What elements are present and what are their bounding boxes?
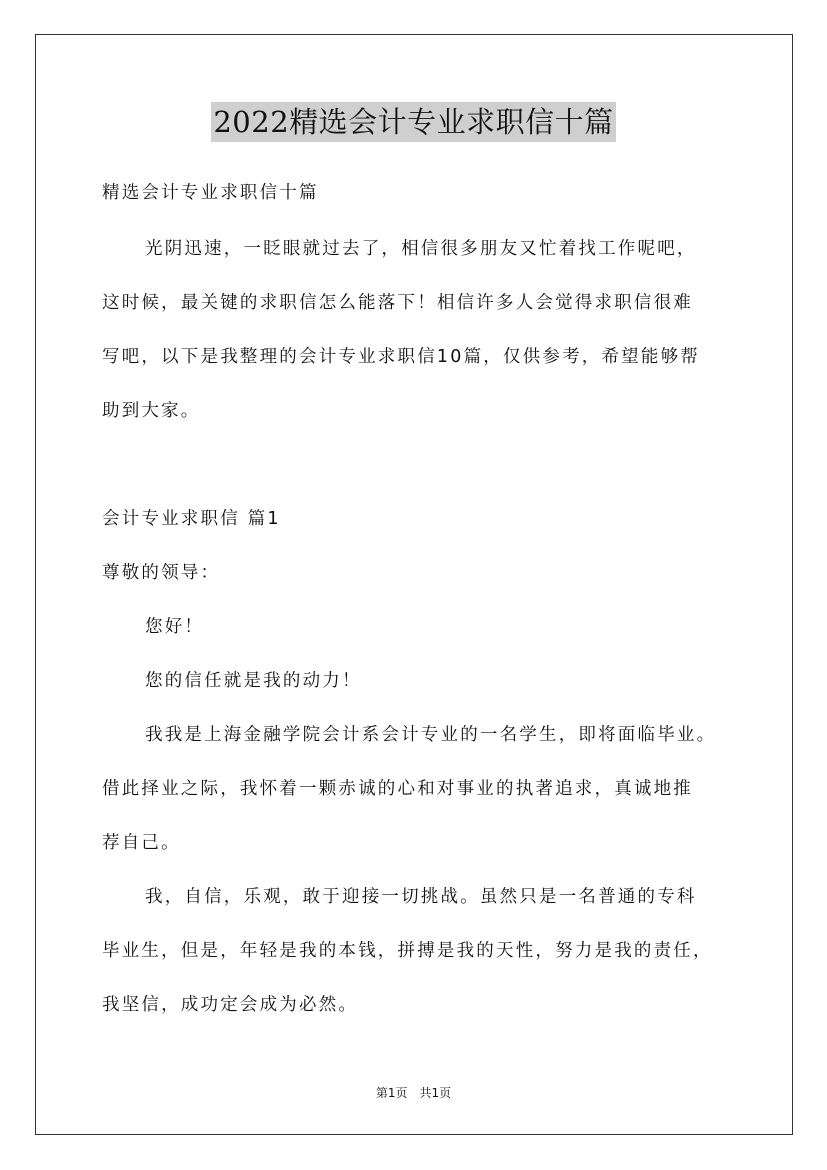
page-footer: 第1页 共1页	[375, 1086, 452, 1100]
para2-line-1: 我，自信，乐观，敢于迎接一切挑战。虽然只是一名普通的专科	[145, 887, 697, 907]
intro-line-3: 写吧，以下是我整理的会计专业求职信10篇，仅供参考，希望能够帮	[102, 347, 700, 367]
intro-line-1: 光阴迅速，一眨眼就过去了，相信很多朋友又忙着找工作呢吧，	[145, 239, 697, 259]
title-container	[0, 102, 827, 142]
document-subtitle: 精选会计专业求职信十篇	[102, 183, 319, 203]
intro-line-4: 助到大家。	[102, 401, 201, 421]
document-title: 2022精选会计专业求职信十篇	[211, 102, 615, 142]
para1-line-1: 我我是上海金融学院会计系会计专业的一名学生，即将面临毕业。	[145, 725, 717, 745]
para1-line-3: 荐自己。	[102, 833, 181, 853]
section-heading: 会计专业求职信 篇1	[102, 509, 281, 529]
para1-line-2: 借此择业之际，我怀着一颗赤诚的心和对事业的执著追求，真诚地推	[102, 779, 693, 799]
intro-line-2: 这时候，最关键的求职信怎么能落下！相信许多人会觉得求职信很难	[102, 293, 693, 313]
salutation: 尊敬的领导：	[102, 563, 221, 583]
para2-line-2: 毕业生，但是，年轻是我的本钱，拼搏是我的天性，努力是我的责任，	[102, 941, 713, 961]
para2-line-3: 我坚信，成功定会成为必然。	[102, 995, 359, 1015]
greeting: 您好！	[145, 617, 205, 637]
motto: 您的信任就是我的动力！	[145, 671, 362, 691]
